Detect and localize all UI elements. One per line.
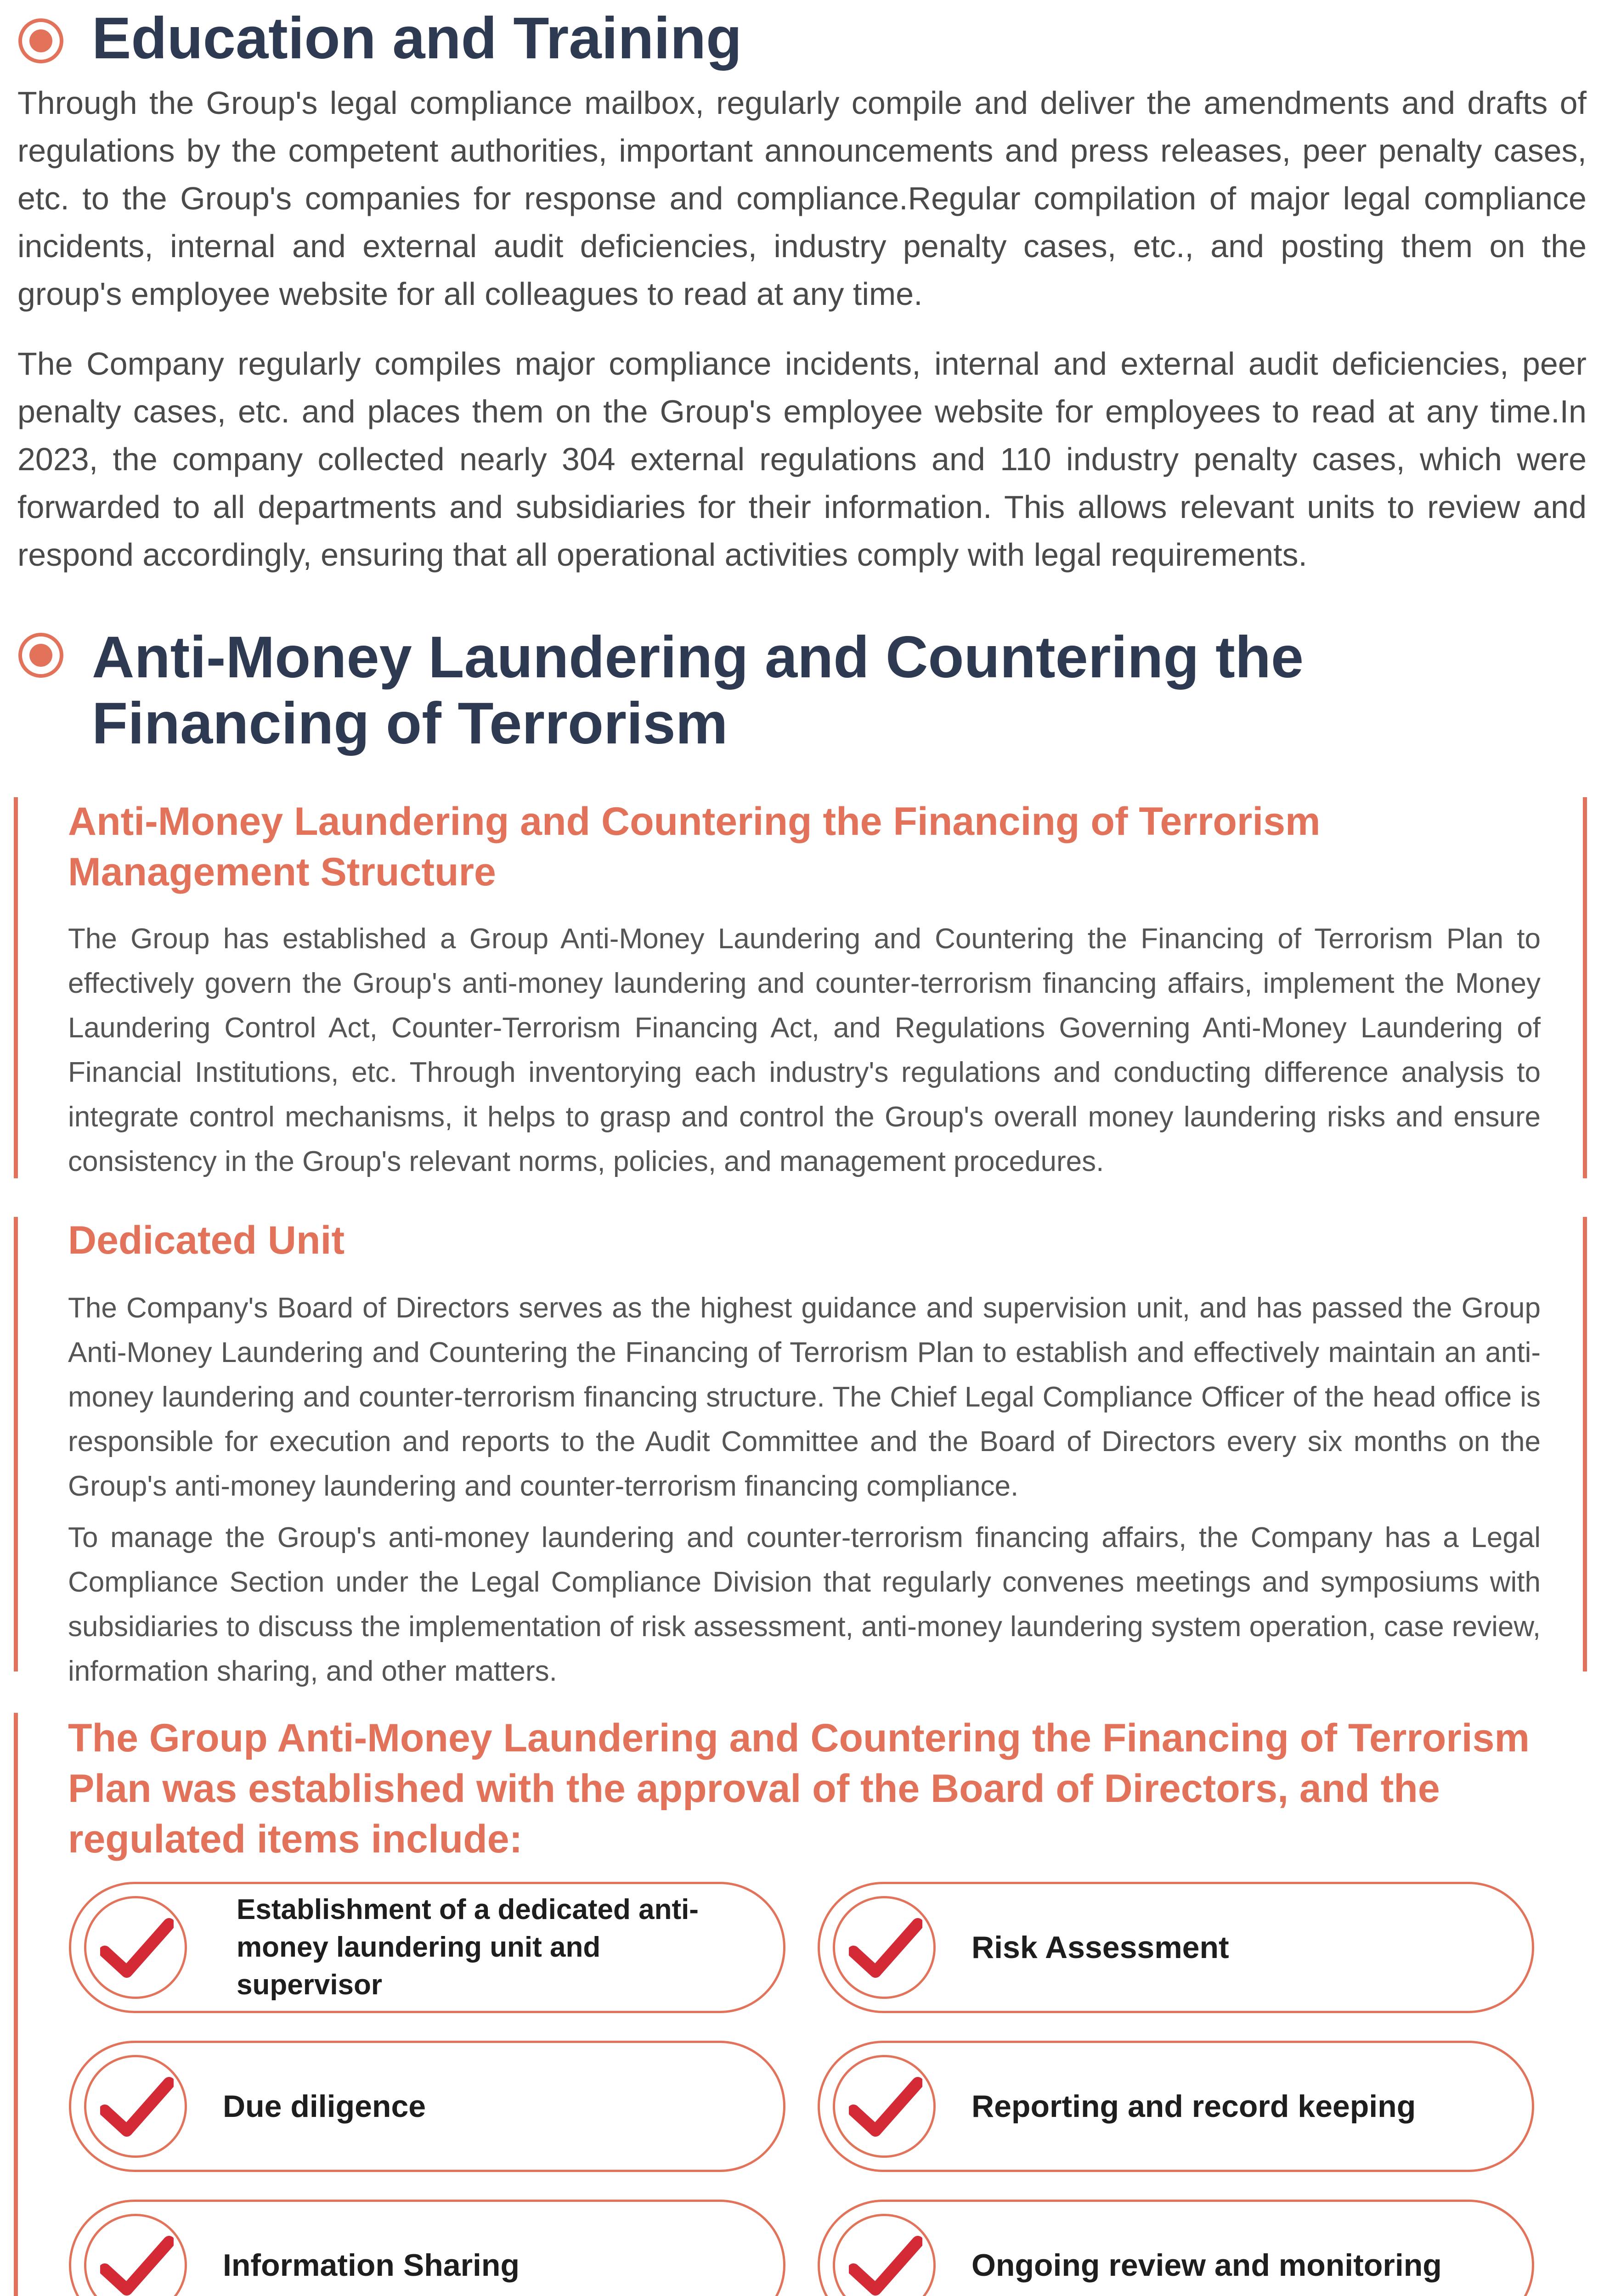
check-icon-container [833,1896,936,1999]
plan-item-ongoing-review [818,2200,1534,2296]
checkmark-icon [100,2075,174,2144]
plan-item-reporting [818,2041,1534,2172]
plan-item-risk-assessment [818,1882,1534,2013]
dedicated-body-1: The Company's Board of Directors serves as the highest guidance and supervision unit, and has passed the Group Anti-Money Laundering and Countering the Financing of Terrorism Plan to establish and effectively maintain an anti-money laundering and counter-terrorism financing structure. The Chief Legal Compliance Officer of the head office is responsible for execution and reports to the Audit Committee and the Board of Directors every six months on the Group's anti-money laundering and counter-terrorism financing compliance. [68,1292,1541,1502]
checkmark-icon [100,1916,174,1985]
check-icon-container [833,2214,936,2296]
dedicated-body-2: To manage the Group's anti-money laundering and counter-terrorism financing affairs, the Company has a Legal Compliance Section under the Legal Compliance Division that regularly convenes meetings and symposiums with subsidiaries to discuss the implementation of risk assessment, anti-money laundering system operation, case review, information sharing, and other matters. [68,1522,1541,1687]
dedicated-left-bar [14,1217,18,1671]
aml-title: Anti-Money Laundering and Countering the Financing of Terrorism [92,625,1304,756]
plan-item-dedicated-unit [69,1882,785,2013]
section-bullet-icon [18,633,63,678]
structure-right-bar [1583,797,1587,1178]
check-icon-container [833,2055,936,2158]
plan-item-label: Establishment of a dedicated anti-money laundering unit and supervisor [237,1894,699,2001]
plan-item-label: Due diligence [223,2089,426,2124]
section-bullet-icon [18,18,63,63]
check-icon-container [84,2055,187,2158]
plan-item-label: Information Sharing [223,2248,520,2283]
structure-heading: Anti-Money Laundering and Countering the Financing of Terrorism Management Structure [68,799,1321,894]
checkmark-icon [849,1916,922,1985]
plan-item-information-sharing [69,2200,785,2296]
plan-left-bar [14,1713,18,2296]
education-paragraph-1: Through the Group's legal compliance mailbox, regularly compile and deliver the amendments and drafts of regulations by the competent authorities, important announcements and press releases, peer penalty cases, etc. to the Group's companies for response and compliance.Regular compilation of major legal compliance incidents, internal and external audit deficiencies, industry penalty cases, etc., and posting them on the group's employee website for all colleagues to read at any time. [17,85,1587,312]
structure-left-bar [14,797,18,1178]
plan-heading: The Group Anti-Money Laundering and Countering the Financing of Terrorism Plan was established with the approval of the Board of Directors, and the regulated items include: [68,1716,1530,1861]
education-paragraph-2: The Company regularly compiles major compliance incidents, internal and external audit deficiencies, peer penalty cases, etc. and places them on the Group's employee website for employees to read at any time.In 2023, the company collected nearly 304 external regulations and 110 industry penalty cases, which were forwarded to all departments and subsidiaries for their information. This allows relevant units to review and respond accordingly, ensuring that all operational activities comply with legal requirements. [17,346,1587,573]
plan-item-label: Risk Assessment [971,1930,1229,1965]
plan-item-label: Ongoing review and monitoring [971,2248,1442,2283]
checkmark-icon [849,2234,922,2296]
check-icon-container [84,1896,187,1999]
checkmark-icon [100,2234,174,2296]
education-title: Education and Training [92,6,742,71]
plan-item-due-diligence [69,2041,785,2172]
check-icon-container [84,2214,187,2296]
structure-body: The Group has established a Group Anti-Money Laundering and Countering the Financing of Terrorism Plan to effectively govern the Group's anti-money laundering and counter-terrorism financing affairs, implement the Money Laundering Control Act, Counter-Terrorism Financing Act, and Regulations Governing Anti-Money Laundering of Financial Institutions, etc. Through inventorying each industry's regulations and conducting difference analysis to integrate control mechanisms, it helps to grasp and control the Group's overall money laundering risks and ensure consistency in the Group's relevant norms, policies, and management procedures. [68,923,1541,1177]
plan-item-label: Reporting and record keeping [971,2089,1416,2124]
checkmark-icon [849,2075,922,2144]
dedicated-heading: Dedicated Unit [68,1218,345,1262]
dedicated-right-bar [1583,1217,1587,1671]
